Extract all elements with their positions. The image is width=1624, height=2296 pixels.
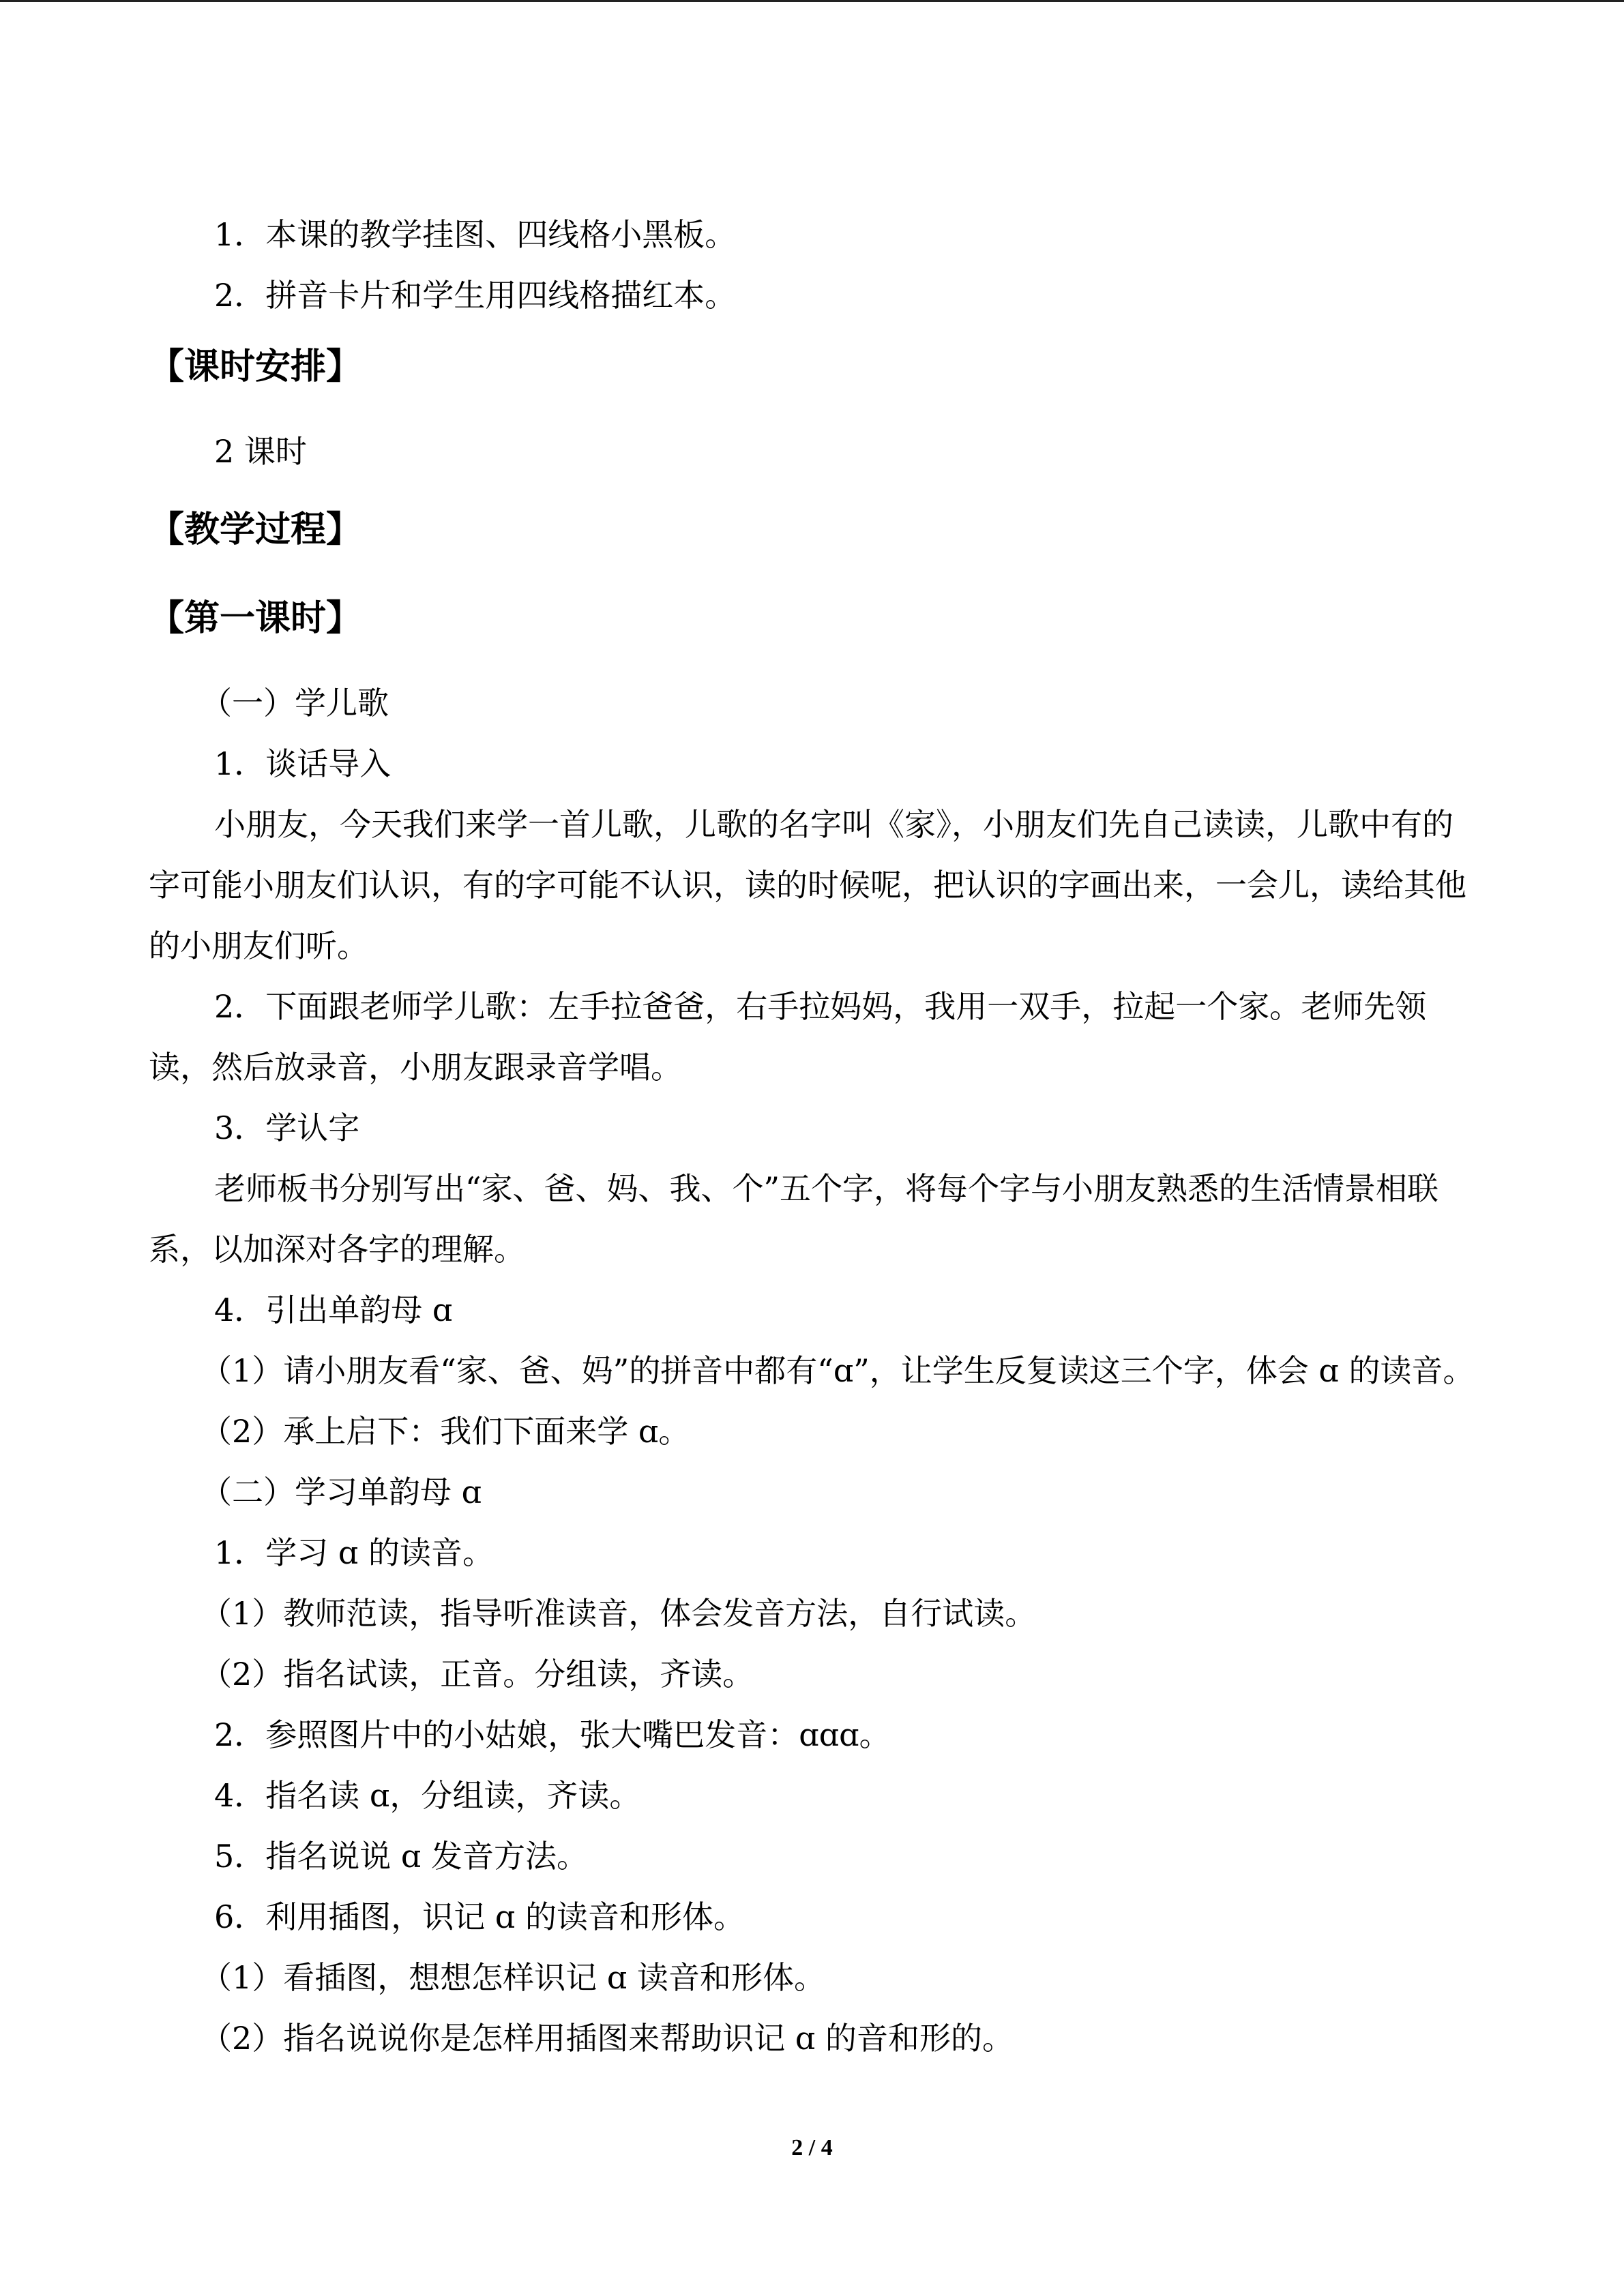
section-heading-learn-song: （一）学儿歌 xyxy=(201,685,389,721)
material-item-1: 1．本课的教学挂图、四线格小黑板。 xyxy=(214,216,737,253)
paragraph-learn-song: 2．下面跟老师学儿歌：左手拉爸爸，右手拉妈妈，我用一双手，拉起一个家。老师先领读，然后放录音，小朋友跟录音学唱。 xyxy=(149,988,1427,1086)
step-use-illustration: 6．利用插图，识记 ɑ 的读音和形体。 xyxy=(214,1898,745,1935)
substep-student-read: （2）指名试读，正音。分组读，齐读。 xyxy=(201,1656,754,1693)
step-introduce-vowel: 4．引出单韵母 ɑ xyxy=(214,1292,453,1328)
substep-look-illustration: （1）看插图，想想怎样识记 ɑ 读音和形体。 xyxy=(201,1959,825,1996)
heading-schedule: 【课时安排】 xyxy=(149,346,362,387)
paragraph-characters: 老师板书分别写出“家、爸、妈、我、个”五个字，将每个字与小朋友熟悉的生活情景相联系，以加深对各字的理解。 xyxy=(149,1170,1439,1268)
step-read-aloud: 4．指名读 ɑ，分组读，齐读。 xyxy=(214,1777,641,1814)
page-number: 2 / 4 xyxy=(791,2135,833,2160)
step-pronunciation: 1．学习 ɑ 的读音。 xyxy=(214,1534,494,1571)
schedule-text: 2 课时 xyxy=(214,433,307,470)
heading-process: 【教学过程】 xyxy=(149,509,362,550)
document-content xyxy=(149,205,1475,2069)
section-heading-learn-vowel: （二）学习单韵母 ɑ xyxy=(201,1474,482,1510)
step-picture-mouth: 2．参照图片中的小姑娘，张大嘴巴发音：ɑɑɑ。 xyxy=(214,1716,891,1753)
substep-explain-memory: （2）指名说说你是怎样用插图来帮助识记 ɑ 的音和形的。 xyxy=(201,2020,1014,2057)
paragraph-vowel-observe: （1）请小朋友看“家、爸、妈”的拼音中都有“ɑ”，让学生反复读这三个字，体会 ɑ 的读音。 xyxy=(201,1352,1475,1389)
step-explain-method: 5．指名说说 ɑ 发音方法。 xyxy=(214,1838,588,1875)
paragraph-intro: 小朋友，今天我们来学一首儿歌，儿歌的名字叫《家》，小朋友们先自己读读，儿歌中有的字可能小朋友们认识，有的字可能不认识，读的时候呢，把认识的字画出来，一会儿，读给其他的小朋友们听。 xyxy=(149,806,1466,964)
step-talk-intro: 1．谈话导入 xyxy=(214,745,392,782)
substep-teacher-demo: （1）教师范读，指导听准读音，体会发音方法，自行试读。 xyxy=(201,1595,1037,1632)
paragraph-transition: （2）承上启下：我们下面来学 ɑ。 xyxy=(201,1413,690,1450)
step-learn-characters: 3．学认字 xyxy=(214,1109,360,1146)
material-item-2: 2．拼音卡片和学生用四线格描红本。 xyxy=(214,277,737,314)
top-border-line xyxy=(0,0,1624,2)
heading-first-lesson: 【第一课时】 xyxy=(149,598,362,639)
